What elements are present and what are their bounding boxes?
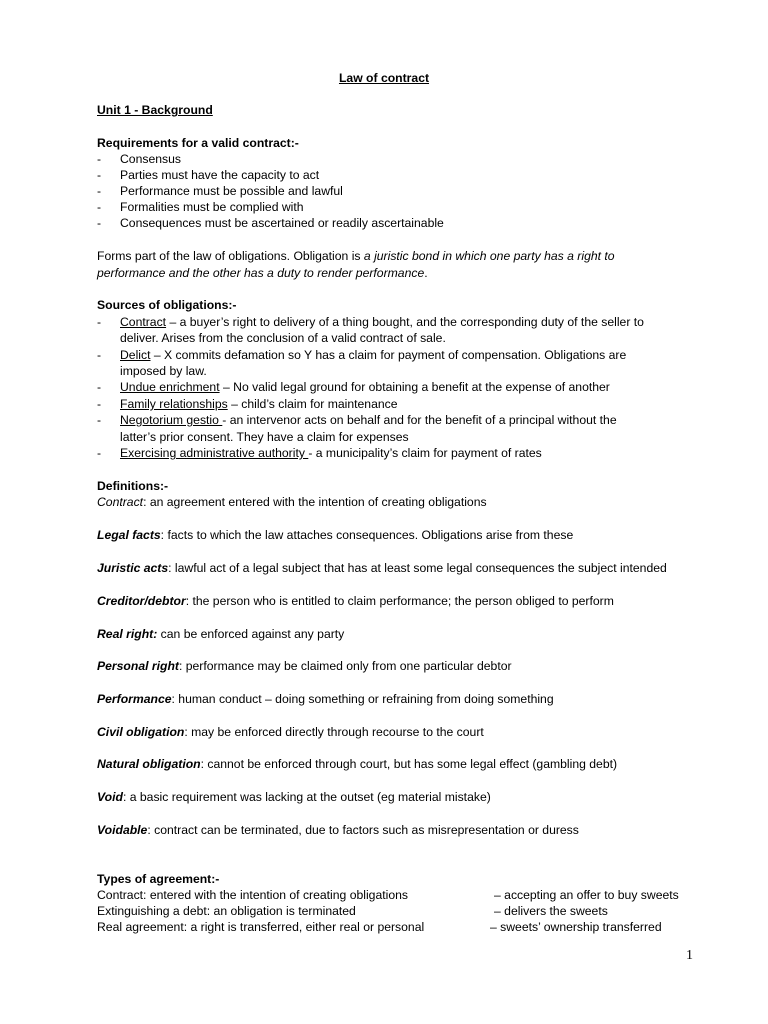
types-row-left: Extinguishing a debt: an obligation is terminated [97, 904, 356, 918]
bullet-dash: - [97, 348, 102, 362]
types-row-right: – delivers the sweets [494, 904, 608, 918]
definition-performance: Performance: human conduct – doing something or refraining from doing something [97, 692, 554, 706]
definition-legal-facts: Legal facts: facts to which the law attaches consequences. Obligations arise from these [97, 528, 574, 542]
list-item-continuation: deliver. Arises from the conclusion of a valid contract of sale. [120, 331, 446, 345]
definition-void: Void: a basic requirement was lacking at the outset (eg material mistake) [97, 790, 491, 804]
sources-heading: Sources of obligations:- [97, 298, 237, 312]
definition-personal-right: Personal right: performance may be claimed only from one particular debtor [97, 659, 512, 673]
list-item: Parties must have the capacity to act [120, 168, 320, 182]
list-item: Contract – a buyer’s right to delivery of a thing bought, and the corresponding duty of the seller to [120, 315, 644, 329]
list-item: Family relationships – child’s claim for maintenance [120, 397, 398, 411]
obligations-paragraph-line1: Forms part of the law of obligations. Obligation is a juristic bond in which one party has a right to [97, 249, 615, 263]
types-heading: Types of agreement:- [97, 872, 220, 886]
document-title: Law of contract [338, 71, 430, 85]
list-item: Performance must be possible and lawful [120, 184, 343, 198]
bullet-dash: - [97, 446, 102, 460]
list-item: Consequences must be ascertained or readily ascertainable [120, 216, 444, 230]
definition-juristic-acts: Juristic acts: lawful act of a legal subject that has at least some legal consequences the subject intended [97, 561, 667, 575]
definition-creditor-debtor: Creditor/debtor: the person who is entitled to claim performance; the person obliged to perform [97, 594, 614, 608]
definition-voidable: Voidable: contract can be terminated, due to factors such as misrepresentation or duress [97, 823, 579, 837]
bullet-dash: - [97, 216, 102, 230]
bullet-dash: - [97, 184, 102, 198]
list-item: Exercising administrative authority - a municipality’s claim for payment of rates [120, 446, 542, 460]
list-item-continuation: imposed by law. [120, 364, 207, 378]
page-number: 1 [686, 948, 693, 963]
types-row-right: – accepting an offer to buy sweets [494, 888, 679, 902]
bullet-dash: - [97, 397, 102, 411]
obligations-paragraph-line2: performance and the other has a duty to render performance. [97, 266, 428, 280]
definitions-heading: Definitions:- [97, 479, 169, 493]
bullet-dash: - [97, 152, 102, 166]
types-row-right: – sweets’ ownership transferred [490, 920, 662, 934]
list-item: Delict – X commits defamation so Y has a claim for payment of compensation. Obligations are [120, 348, 627, 362]
definition-natural-obligation: Natural obligation: cannot be enforced through court, but has some legal effect (gambling debt) [97, 757, 618, 771]
list-item: Consensus [120, 152, 181, 166]
bullet-dash: - [97, 168, 102, 182]
types-row-left: Contract: entered with the intention of creating obligations [97, 888, 408, 902]
list-item: Negotorium gestio - an intervenor acts on behalf and for the benefit of a principal without the [120, 413, 617, 427]
unit-heading: Unit 1 - Background [97, 103, 213, 117]
bullet-dash: - [97, 380, 102, 394]
bullet-dash: - [97, 413, 102, 427]
requirements-heading: Requirements for a valid contract:- [97, 136, 299, 150]
bullet-dash: - [97, 315, 102, 329]
types-row-left: Real agreement: a right is transferred, either real or personal [97, 920, 425, 934]
definition-real-right: Real right: can be enforced against any party [97, 627, 345, 641]
definition-civil-obligation: Civil obligation: may be enforced directly through recourse to the court [97, 725, 484, 739]
definition-contract: Contract: an agreement entered with the intention of creating obligations [97, 495, 487, 509]
list-item-continuation: latter’s prior consent. They have a claim for expenses [120, 430, 409, 444]
bullet-dash: - [97, 200, 102, 214]
list-item: Formalities must be complied with [120, 200, 304, 214]
list-item: Undue enrichment – No valid legal ground for obtaining a benefit at the expense of another [120, 380, 610, 394]
